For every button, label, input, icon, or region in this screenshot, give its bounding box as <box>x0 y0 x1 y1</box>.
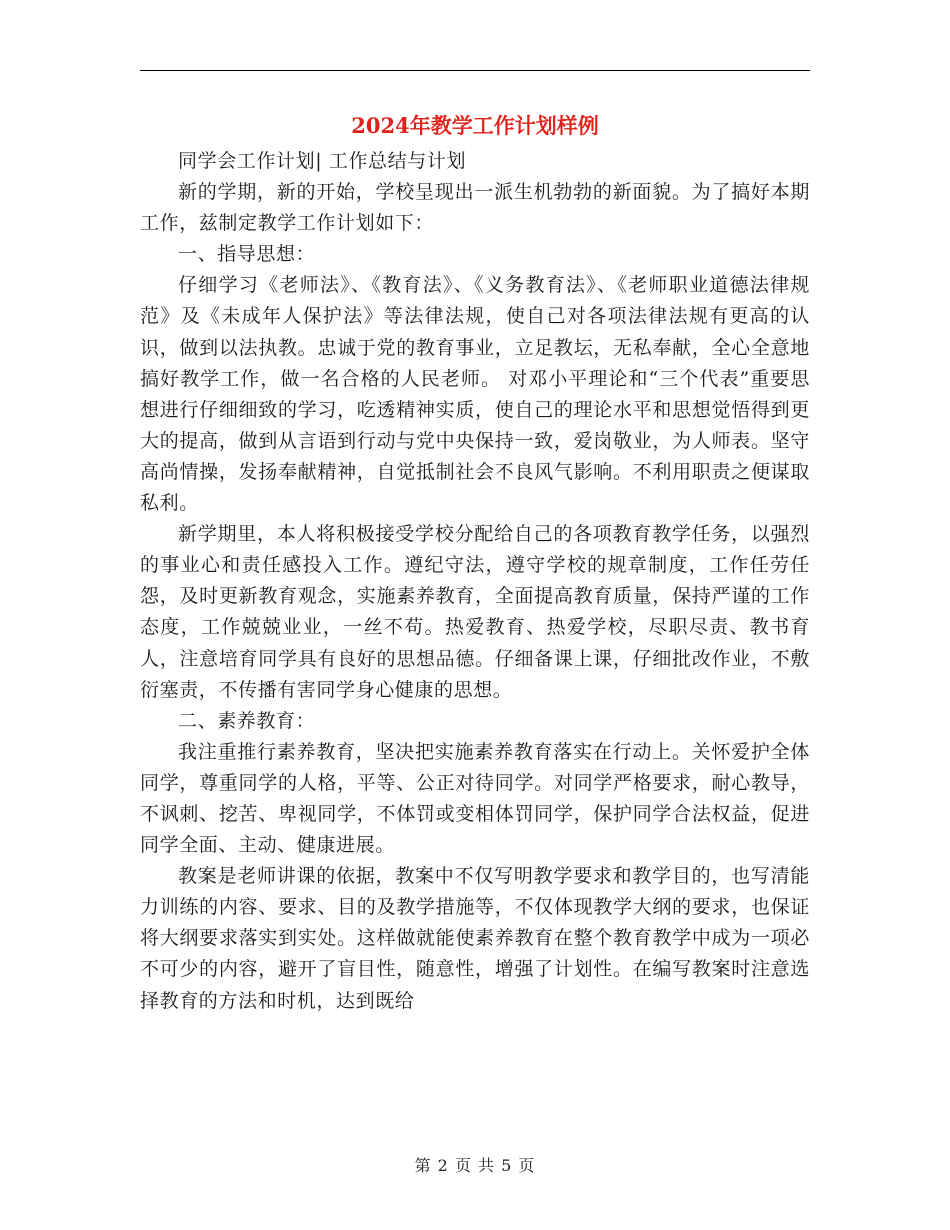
paragraph-intro: 新的学期，新的开始，学校呈现出一派生机勃勃的新面貌。为了搞好本期工作，兹制定教学工作计划如下： <box>140 181 810 235</box>
document-title: 2024年教学工作计划样例 <box>351 113 599 138</box>
paragraph-quality-education: 我注重推行素养教育，坚决把实施素养教育落实在行动上。关怀爱护全体同学，尊重同学的人格，平等、公正对待同学。对同学严格要求，耐心教导，不讽刺、挖苦、卑视同学，不体罚或变相体罚同学，保护同学合法权益，促进同学全面、主动、健康进展。 <box>140 740 810 857</box>
paragraph-lesson-plan: 教案是老师讲课的依据，教案中不仅写明教学要求和教学目的，也写清能力训练的内容、要求、目的及教学措施等，不仅体现教学大纲的要求，也保证将大纲要求落实到实处。这样做就能使素养教育在整个教育教学中成为一项必不可少的内容，避开了盲目性，随意性，增强了计划性。在编写教案时注意选择教育的方法和时机，达到既给 <box>140 865 810 1012</box>
document-body <box>140 146 810 1017</box>
section-heading-guiding-thought: 一、指导思想： <box>178 243 316 266</box>
subtitle-line: 同学会工作计划| 工作总结与计划 <box>178 150 467 172</box>
paragraph-new-semester: 新学期里，本人将积极接受学校分配给自己的各项教育教学任务，以强烈的事业心和责任感投入工作。遵纪守法，遵守学校的规章制度，工作任劳任怨，及时更新教育观念，实施素养教育，全面提高教育质量，保持严谨的工作态度，工作兢兢业业，一丝不苟。热爱教育、热爱学校，尽职尽责、教书育人，注意培育同学具有良好的思想品德。仔细备课上课，仔细批改作业，不敷衍塞责，不传播有害同学身心健康的思想。 <box>140 523 810 701</box>
header-rule <box>140 70 810 71</box>
paragraph-guiding-thought: 仔细学习《老师法》、《教育法》、《义务教育法》、《老师职业道德法律规范》及《未成年人保护法》等法律法规，使自己对各项法律法规有更高的认识，做到以法执教。忠诚于党的教育事业，立足教坛，无私奉献，全心全意地搞好教学工作，做一名合格的人民老师。 对邓小平理论和“三个代表”重要思想进行仔细细致的学习，吃透精神实质，使自己的理论水平和思想觉悟得到更大的提高，做到从言语到行动与党中央保持一致，爱岗敬业，为人师表。坚守高尚情操，发扬奉献精神，自觉抵制社会不良风气影响。不利用职责之便谋取私利。 <box>140 274 810 515</box>
page-footer: 第 2 页 共 5 页 <box>414 1156 536 1175</box>
section-heading-quality-education: 二、素养教育： <box>178 709 316 732</box>
